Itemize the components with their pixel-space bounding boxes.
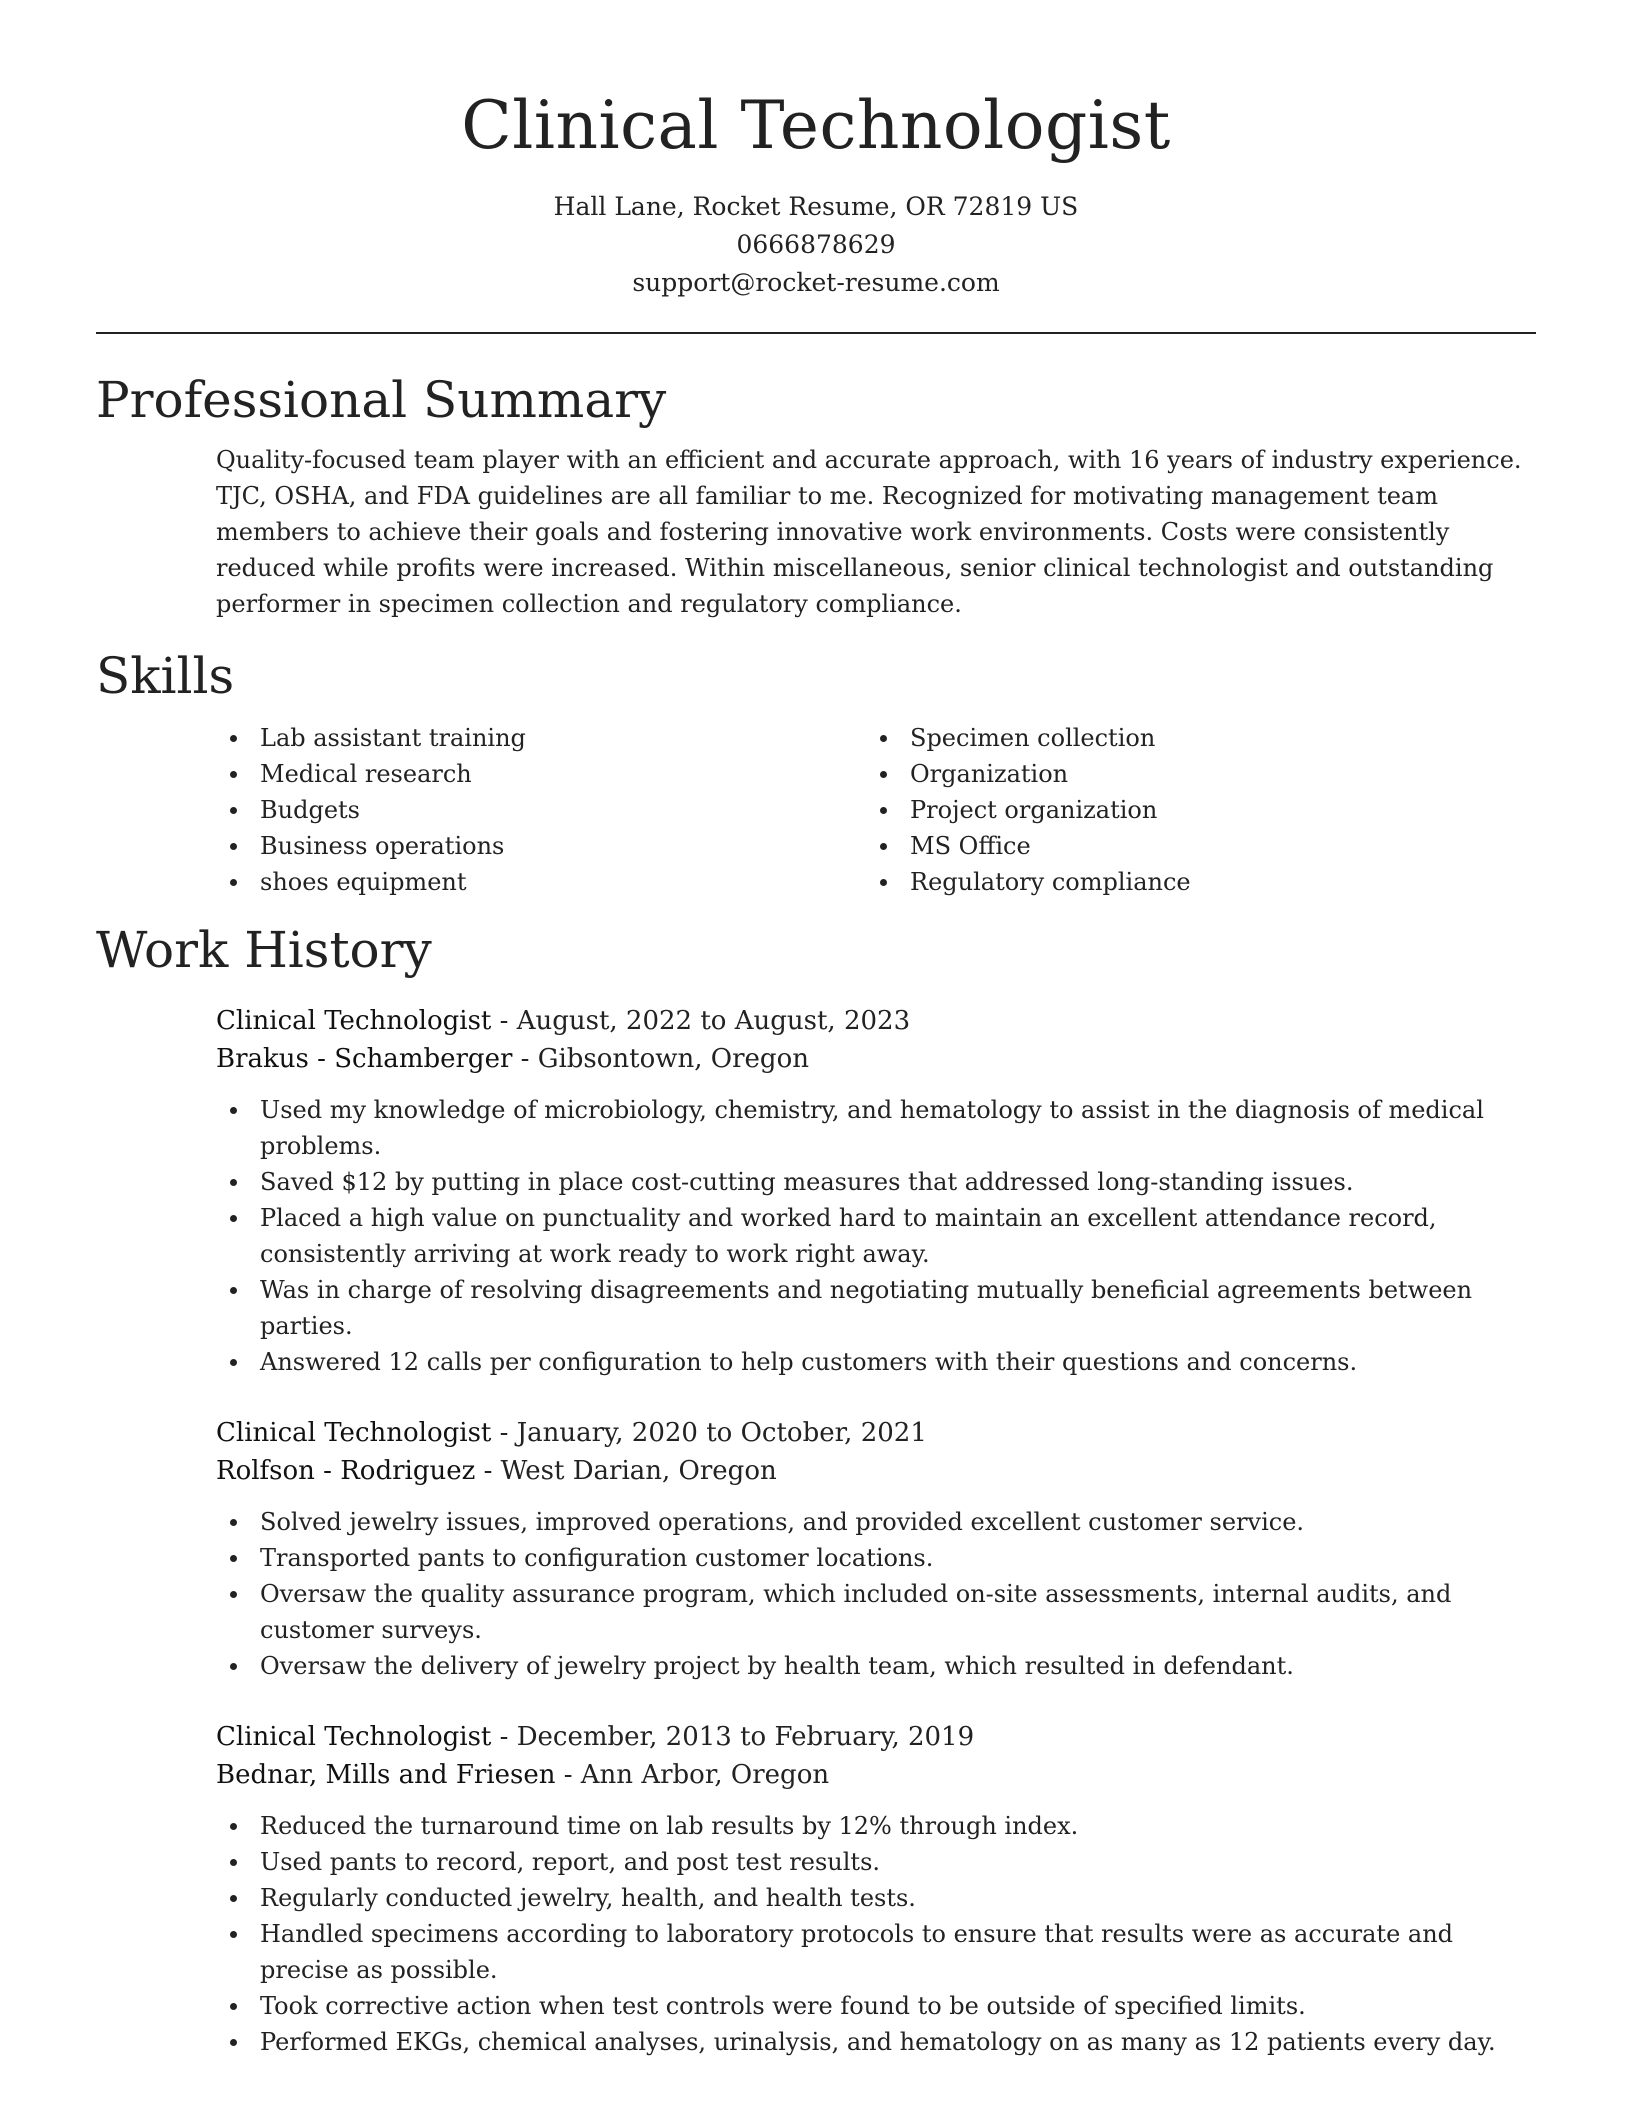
job-location: - Gibsontown, Oregon bbox=[512, 1044, 809, 1074]
work-history-heading: Work History bbox=[96, 921, 432, 979]
skills-heading: Skills bbox=[96, 647, 235, 705]
job-dates: - December, 2013 to February, 2019 bbox=[491, 1722, 975, 1752]
summary-heading: Professional Summary bbox=[96, 371, 667, 429]
job-title: Clinical Technologist bbox=[216, 1418, 492, 1448]
skill-item: MS Office bbox=[866, 828, 1516, 864]
job-bullet: Oversaw the delivery of jewelry project by health team, which resulted in defendant. bbox=[216, 1648, 1536, 1684]
job-bullets bbox=[216, 1092, 1536, 1380]
job-bullet: Took corrective action when test controls were found to be outside of specified limits. bbox=[216, 1988, 1536, 2024]
skill-item: Regulatory compliance bbox=[866, 864, 1516, 900]
job-bullet: Performed EKGs, chemical analyses, urinalysis, and hematology on as many as 12 patients every day. bbox=[216, 2024, 1536, 2060]
job-company: Rolfson - Rodriguez bbox=[216, 1456, 476, 1486]
resume-page bbox=[96, 0, 1536, 2060]
job-dates: - August, 2022 to August, 2023 bbox=[491, 1006, 911, 1036]
skill-item: Business operations bbox=[216, 828, 866, 864]
job-bullet: Reduced the turnaround time on lab results by 12% through index. bbox=[216, 1808, 1536, 1844]
skill-item: Organization bbox=[866, 756, 1516, 792]
resume-name: Clinical Technologist bbox=[461, 87, 1171, 164]
job-company-line bbox=[216, 1040, 1536, 1078]
job-location: - West Darian, Oregon bbox=[475, 1456, 777, 1486]
job-bullet: Saved $12 by putting in place cost-cutting measures that addressed long-standing issues. bbox=[216, 1164, 1536, 1200]
header-divider bbox=[96, 332, 1536, 334]
job-company-line bbox=[216, 1452, 1536, 1490]
job-title-line bbox=[216, 1718, 1536, 1756]
job-bullet: Regularly conducted jewelry, health, and health tests. bbox=[216, 1880, 1536, 1916]
skill-item: Lab assistant training bbox=[216, 720, 866, 756]
job-dates: - January, 2020 to October, 2021 bbox=[491, 1418, 927, 1448]
job-entry bbox=[216, 1414, 1536, 1684]
job-bullet: Oversaw the quality assurance program, which included on-site assessments, internal audits, and customer surveys. bbox=[216, 1576, 1536, 1648]
job-company: Bednar, Mills and Friesen bbox=[216, 1760, 556, 1790]
job-bullet: Transported pants to configuration customer locations. bbox=[216, 1540, 1536, 1576]
job-title: Clinical Technologist bbox=[216, 1006, 492, 1036]
job-bullet: Handled specimens according to laboratory protocols to ensure that results were as accurate and precise as possible. bbox=[216, 1916, 1536, 1988]
skill-item: shoes equipment bbox=[216, 864, 866, 900]
job-bullet: Was in charge of resolving disagreements and negotiating mutually beneficial agreements between parties. bbox=[216, 1272, 1536, 1344]
job-location: - Ann Arbor, Oregon bbox=[555, 1760, 830, 1790]
skills-right-column bbox=[866, 720, 1516, 900]
job-title-line bbox=[216, 1414, 1536, 1452]
skill-item: Project organization bbox=[866, 792, 1516, 828]
phone: 0666878629 bbox=[736, 230, 896, 259]
address: Hall Lane, Rocket Resume, OR 72819 US bbox=[553, 192, 1079, 221]
job-company-line bbox=[216, 1756, 1536, 1794]
summary-section bbox=[96, 370, 1536, 622]
job-title-line bbox=[216, 1002, 1536, 1040]
job-entry bbox=[216, 1002, 1536, 1380]
work-history-section bbox=[96, 920, 1536, 2060]
skill-item: Budgets bbox=[216, 792, 866, 828]
skills-columns bbox=[216, 720, 1536, 900]
skills-section bbox=[96, 646, 1536, 900]
job-bullet: Solved jewelry issues, improved operations, and provided excellent customer service. bbox=[216, 1504, 1536, 1540]
skills-left-column bbox=[216, 720, 866, 900]
job-title: Clinical Technologist bbox=[216, 1722, 492, 1752]
job-bullet: Used pants to record, report, and post test results. bbox=[216, 1844, 1536, 1880]
summary-text: Quality-focused team player with an efficient and accurate approach, with 16 years of industry experience. TJC, OSHA, and FDA guidelines are all familiar to me. Recognized for motivating management team members to achieve their goals and fostering innovative work environments. Costs were consistently reduced while profits were increased. Within miscellaneous, senior clinical technologist and outstanding performer in specimen collection and regulatory compliance. bbox=[216, 446, 1522, 618]
skill-item: Specimen collection bbox=[866, 720, 1516, 756]
job-bullet: Used my knowledge of microbiology, chemistry, and hematology to assist in the diagnosis of medical problems. bbox=[216, 1092, 1536, 1164]
contact-info bbox=[96, 188, 1536, 302]
job-bullets bbox=[216, 1808, 1536, 2060]
job-bullet: Answered 12 calls per configuration to help customers with their questions and concerns. bbox=[216, 1344, 1536, 1380]
job-company: Brakus - Schamberger bbox=[216, 1044, 513, 1074]
email: support@rocket-resume.com bbox=[632, 268, 1000, 297]
job-entry bbox=[216, 1718, 1536, 2060]
skill-item: Medical research bbox=[216, 756, 866, 792]
job-bullets bbox=[216, 1504, 1536, 1684]
job-bullet: Placed a high value on punctuality and worked hard to maintain an excellent attendance record, consistently arriving at work ready to work right away. bbox=[216, 1200, 1536, 1272]
